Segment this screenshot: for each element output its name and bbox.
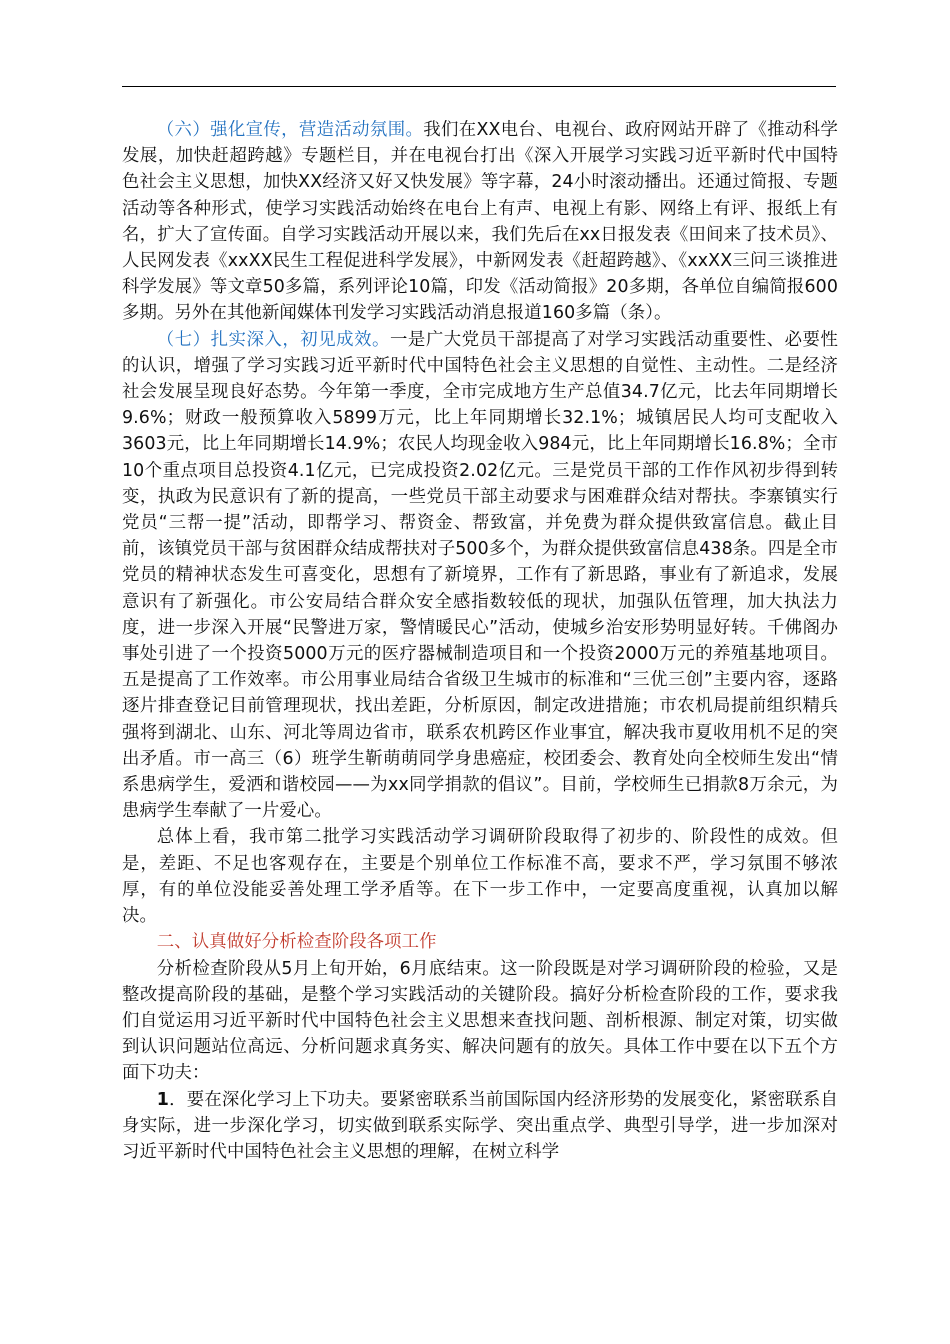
paragraph-results-text: 一是广大党员干部提高了对学习实践活动重要性、必要性的认识，增强了学习实践习近平新时代中国特色社会主义思想的自觉性、主动性。二是经济社会发展呈现良好态势。今年第一季度，全市完成地方生产总值34.7亿元，比去年同期增长9.6%；财政一般预算收入5899万元，比上年同期增长32.1%；城镇居民人均可支配收入3603元，比上年同期增长14.9%；农民人均现金收入984元，比上年同期增长16.8%；全市10个重点项目总投资4.1亿元，已完成投资2.02亿元。三是党员干部的工作作风初步得到转变，执政为民意识有了新的提高，一些党员干部主动要求与困难群众结对帮扶。李寨镇实行党员“三帮一提”活动，即帮学习、帮资金、帮致富，并免费为群众提供致富信息。截止目前，该镇党员干部与贫困群众结成帮扶对子500多个，为群众提供致富信息438条。四是全市党员的精神状态发生可喜变化，思想有了新境界，工作有了新思路，事业有了新追求，发展意识有了新强化。市公安局结合群众安全感指数较低的现状，加强队伍管理，加大执法力度，进一步深入开展“民警进万家，警情暖民心”活动，使城乡治安形势明显好转。千佛阁办事处引进了一个投资5000万元的医疗器械制造项目和一个投资2000万元的养殖基地项目。五是提高了工作效率。市公用事业局结合省级卫生城市的标准和“三优三创”主要内容，逐路逐片排查登记目前管理现状，找出差距，分析原因，制定改进措施；市农机局提前组织精兵强将到湖北、山东、河北等周边省市，联系农机跨区作业事宜，解决我市夏收用机不足的突出矛盾。市一高三（6）班学生靳萌萌同学身患癌症，校团委会、教育处向全校师生发出“情系患病学生，爱洒和谐校园——为xx同学捐款的倡议”。目前，学校师生已捐款8万余元，为患病学生奉献了一片爱心。 [122,329,838,822]
paragraph-publicity-text: 我们在XX电台、电视台、政府网站开辟了《推动科学发展，加快赶超跨越》专题栏目，并在电视台打出《深入开展学习实践习近平新时代中国特色社会主义思想，加快XX经济又好又快发展》等字幕，24小时滚动播出。还通过简报、专题活动等各种形式，使学习实践活动始终在电台上有声、电视上有影、网络上有评、报纸上有名，扩大了宣传面。自学习实践活动开展以来，我们先后在xx日报发表《田间来了技术员》、人民网发表《xxXX民生工程促进科学发展》，中新网发表《赶超跨越》、《xxXX三问三谈推进科学发展》等文章50多篇，系列评论10篇，印发《活动简报》20多期，各单位自编简报600多期。另外在其他新闻媒体刊发学习实践活动消息报道160多篇（条）。 [122,120,838,324]
paragraph-results [122,327,838,825]
header-rule [122,86,836,87]
paragraph-publicity [122,117,838,327]
paragraph-item-1 [122,1087,838,1166]
item-1-number: 1 [156,1089,169,1110]
paragraph-summary [122,824,838,929]
document-body [122,117,838,1165]
paragraph-item-1-text: ．要在深化学习上下功夫。要紧密联系当前国际国内经济形势的发展变化，紧密联系自身实际，进一步深化学习，切实做到联系实际学、突出重点学、典型引导学，进一步加深对习近平新时代中国特色社会主义思想的理解，在树立科学 [122,1089,838,1162]
heading-publicity: （六）强化宣传，营造活动氛围。 [156,120,424,140]
paragraph-analysis-intro [122,956,838,1087]
section-title-text: 二、认真做好分析检查阶段各项工作 [156,932,437,953]
paragraph-analysis-intro-text: 分析检查阶段从5月上旬开始，6月底结束。这一阶段既是对学习调研阶段的检验，又是整改提高阶段的基础，是整个学习实践活动的关键阶段。搞好分析检查阶段的工作，要求我们自觉运用习近平新时代中国特色社会主义思想来查找问题、剖析根源、制定对策，切实做到认识问题站位高远、分析问题求真务实、解决问题有的放矢。具体工作中要在以下五个方面下功夫： [122,958,838,1084]
heading-results: （七）扎实深入，初见成效。 [156,329,390,350]
section-title [122,929,838,955]
paragraph-summary-text: 总体上看，我市第二批学习实践活动学习调研阶段取得了初步的、阶段性的成效。但是，差距、不足也客观存在，主要是个别单位工作标准不高，要求不严，学习氛围不够浓厚，有的单位没能妥善处理工学矛盾等。在下一步工作中，一定要高度重视，认真加以解决。 [122,827,838,927]
